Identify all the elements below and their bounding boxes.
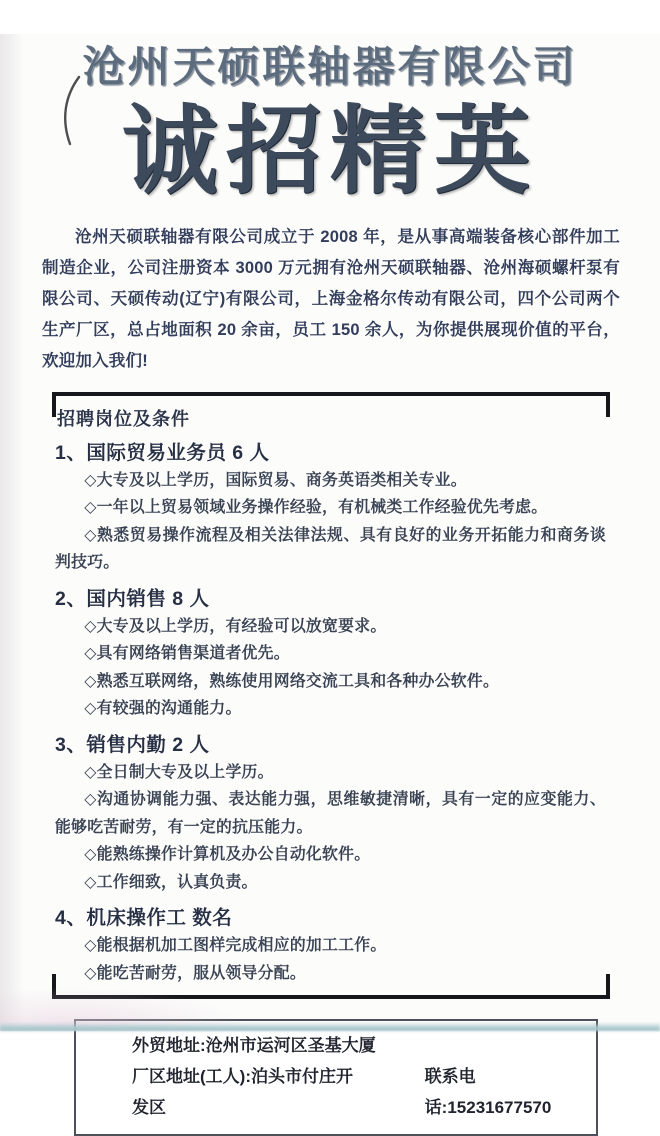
position-block-3 [55, 729, 606, 897]
requirement: ◇熟悉互联网络，熟练使用网络交流工具和各种办公软件。 [84, 672, 500, 690]
requirement: ◇熟悉贸易操作流程及相关法律法规、具有良好的业务开拓能力和商务谈判技巧。 [55, 526, 606, 572]
frame-corner-top-right [606, 396, 610, 417]
company-title: 沧州天硕联轴器有限公司 [82, 43, 578, 90]
requirement: ◇具有网络销售渠道者优先。 [84, 645, 290, 663]
requirement: ◇能熟练操作计算机及办公自动化软件。 [84, 846, 371, 864]
position-block-2 [55, 583, 606, 723]
scanned-recruitment-flyer [0, 34, 660, 1118]
requirement: ◇能吃苦耐劳，服从领导分配。 [84, 964, 306, 982]
position-title: 1、国际贸易业务员 6 人 [55, 441, 270, 464]
requirement: ◇全日制大专及以上学历。 [84, 763, 274, 781]
phone-number: 联系电话:15231677570 [424, 1067, 552, 1118]
requirement: ◇有较强的沟通能力。 [84, 700, 242, 718]
position-title: 2、国内销售 8 人 [55, 587, 210, 610]
position-block-4 [55, 902, 606, 987]
requirement: ◇工作细致，认真负责。 [84, 873, 258, 891]
main-title: 诚招精英 [122, 98, 538, 205]
requirement: ◇沟通协调能力强、表达能力强，思维敏捷清晰，具有一定的应变能力、能够吃苦耐劳，有一定的抗压能力。 [55, 791, 606, 836]
requirement: ◇大专及以上学历，有经验可以放宽要求。 [84, 617, 387, 635]
frame-corner-bottom-right [606, 974, 610, 995]
frame-corner-top-left [52, 396, 56, 417]
position-block-1 [55, 437, 606, 577]
pen-mark-curve [58, 74, 86, 148]
position-title: 3、销售内勤 2 人 [55, 733, 210, 756]
frame-corner-bottom-left [52, 974, 56, 995]
trade-address-line: 外贸地址:沧州市运河区圣基大厦 [132, 1036, 376, 1056]
positions-frame [52, 392, 610, 1000]
requirement: ◇大专及以上学历，国际贸易、商务英语类相关专业。 [84, 471, 467, 489]
section-title: 招聘岗位及条件 [57, 408, 190, 429]
factory-address-line [132, 1061, 584, 1123]
contact-box [74, 1019, 598, 1136]
factory-address: 厂区地址(工人):泊头市付庄开发区 [132, 1067, 353, 1118]
position-title: 4、机床操作工 数名 [55, 907, 233, 930]
intro-paragraph: 沧州天硕联轴器有限公司成立于 2008 年，是从事高端装备核心部件加工制造企业，公司注册资本 3000 万元拥有沧州天硕联轴器、沧州海硕螺杆泵有限公司、天硕传动(辽宁)有限公司，上海金格尔传动有限公司，四个公司两个生产厂区，总占地面积 20 余亩，员工 150 余人，为你提供展现价值的平台，欢迎加入我们! [42, 227, 620, 370]
requirement: ◇一年以上贸易领域业务操作经验，有机械类工作经验优先考虑。 [84, 499, 548, 517]
requirement: ◇能根据机加工图样完成相应的加工工作。 [84, 937, 387, 955]
